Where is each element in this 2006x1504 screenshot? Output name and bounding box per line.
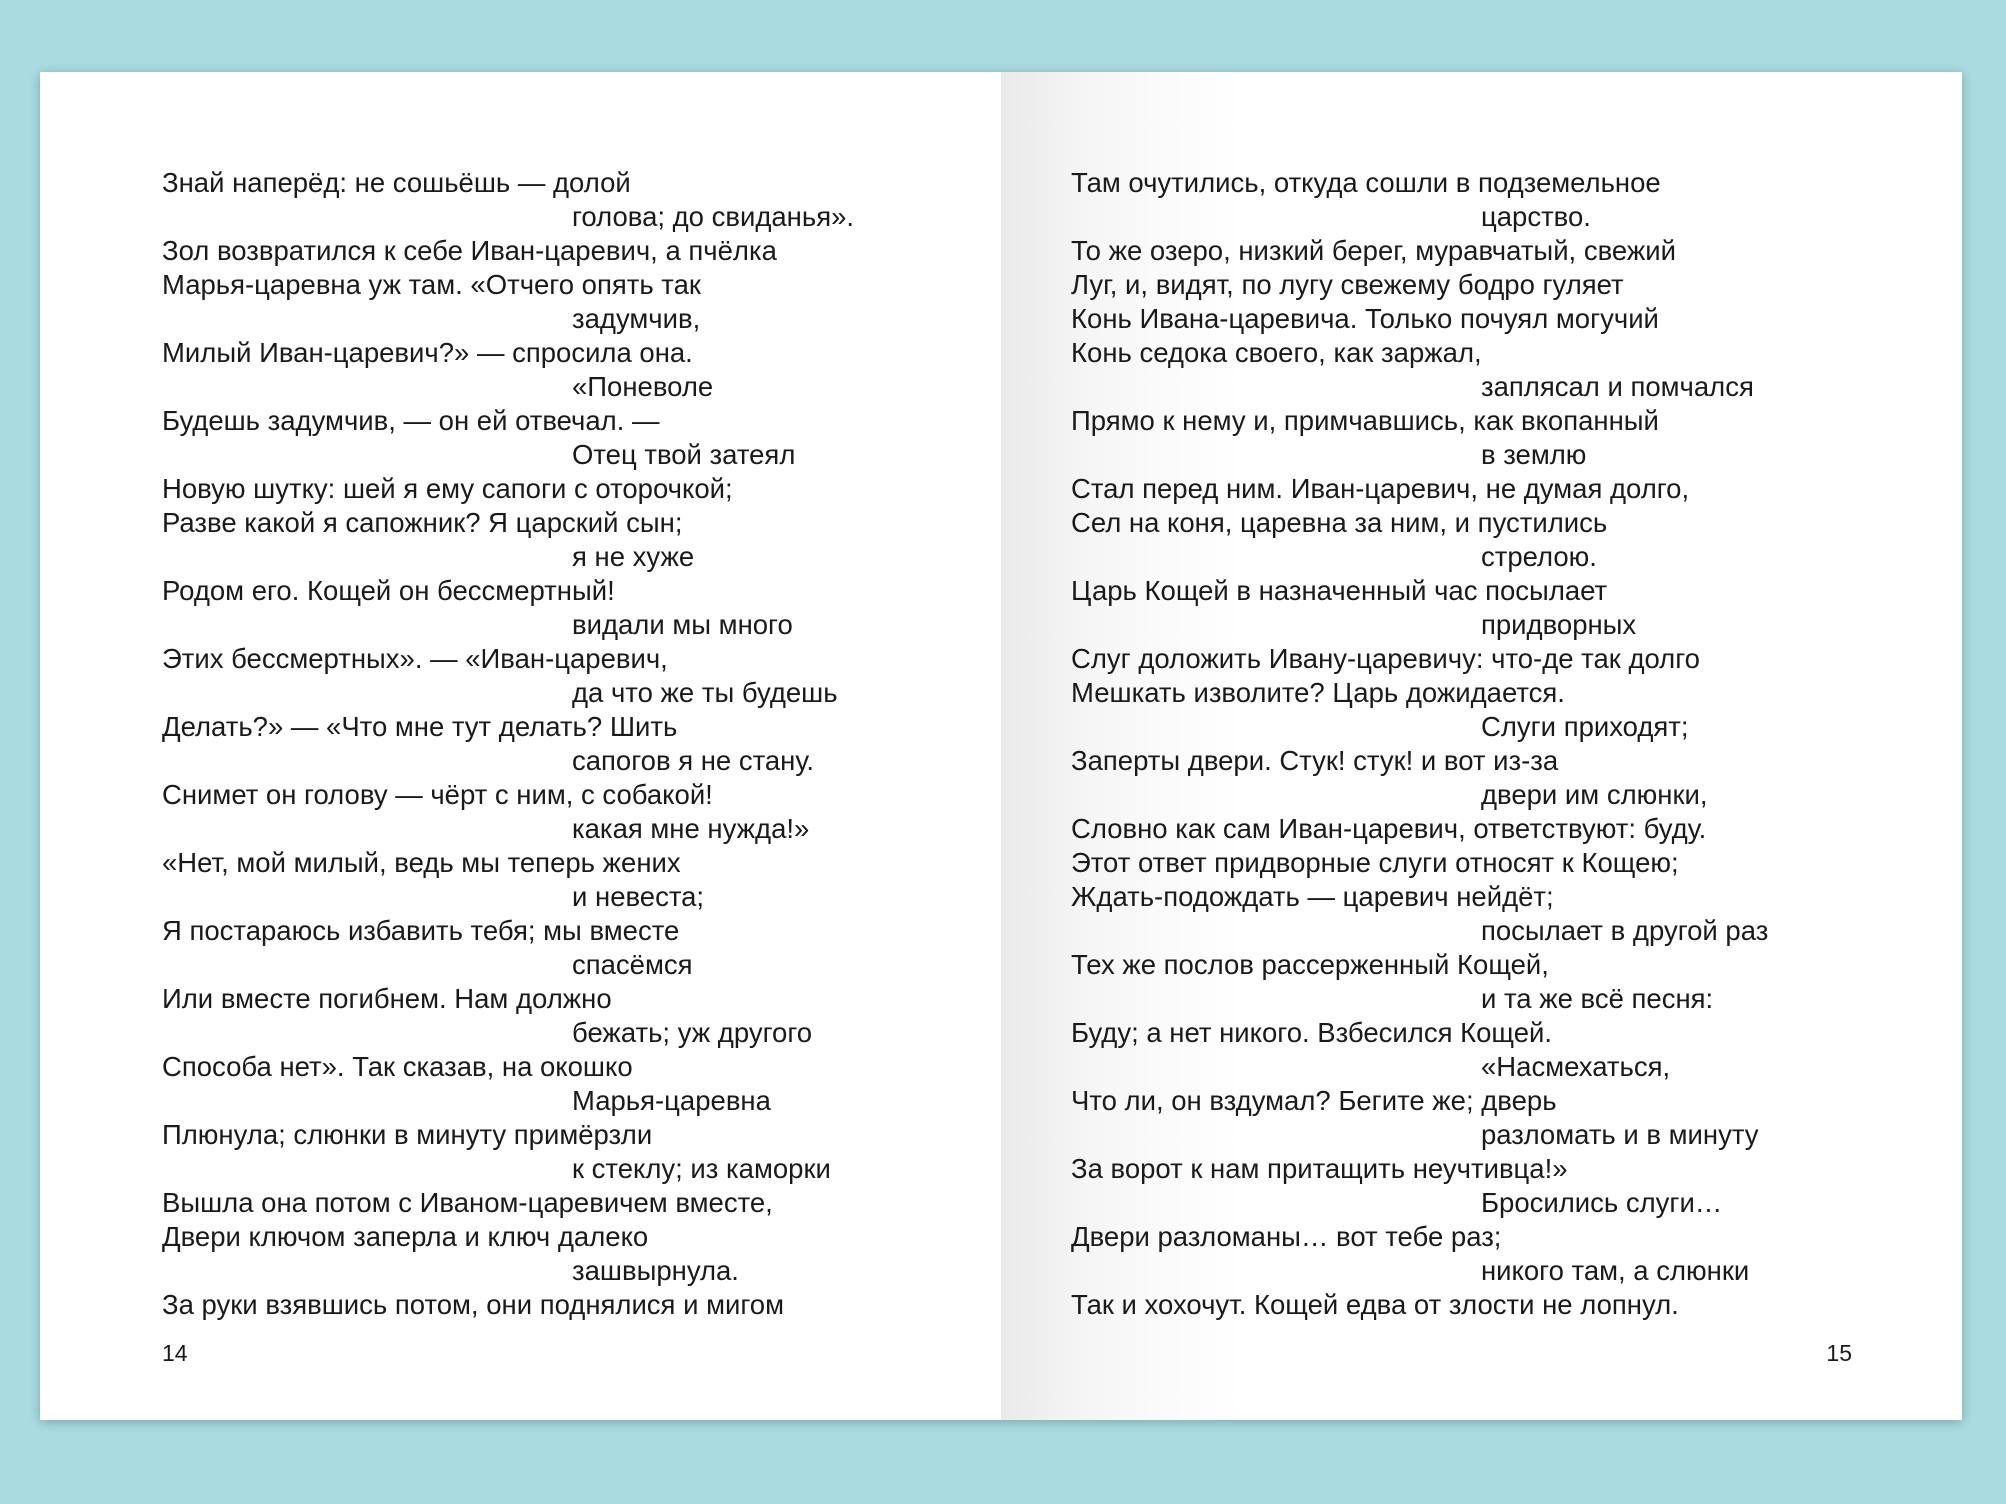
poem-line: Ждать-подождать — царевич нейдёт; [1071, 881, 1554, 912]
poem-line-continuation: Бросились слуги… [1481, 1187, 1723, 1218]
poem-line: Способа нет». Так сказав, на окошко [162, 1051, 633, 1082]
poem-line-continuation: разломать и в минуту [1481, 1119, 1759, 1150]
poem-line: Конь Ивана-царевича. Только почуял могучий [1071, 303, 1659, 334]
poem-line: Знай наперёд: не сошьёшь — долой [162, 167, 631, 198]
poem-line-continuation: голова; до свиданья». [572, 201, 855, 232]
poem-line: Зол возвратился к себе Иван-царевич, а пчёлка [162, 235, 777, 266]
poem-line-continuation: придворных [1481, 609, 1637, 640]
poem-line: За руки взявшись потом, они поднялися и мигом [162, 1289, 784, 1320]
poem-line-continuation: «Поневоле [572, 371, 714, 402]
poem-line: Там очутились, откуда сошли в подземельное [1071, 167, 1661, 198]
poem-line: Милый Иван-царевич?» — спросила она. [162, 337, 693, 368]
poem-line-continuation: спасёмся [572, 949, 693, 980]
poem-line-continuation: Марья-царевна [572, 1085, 771, 1116]
poem-line: Разве какой я сапожник? Я царский сын; [162, 507, 683, 538]
poem-line: Царь Кощей в назначенный час посылает [1071, 575, 1608, 606]
poem-line-continuation: и невеста; [572, 881, 705, 912]
left-page-number: 14 [162, 1340, 188, 1366]
poem-line-continuation: Отец твой затеял [572, 439, 796, 470]
poem-line-continuation: бежать; уж другого [572, 1017, 813, 1048]
poem-line-continuation: да что же ты будешь [572, 677, 838, 708]
poem-line: Конь седока своего, как заржал, [1071, 337, 1482, 368]
poem-line-continuation: видали мы много [572, 609, 793, 640]
poem-line-continuation: Слуги приходят; [1481, 711, 1689, 742]
poem-line: Плюнула; слюнки в минуту примёрзли [162, 1119, 653, 1150]
poem-line: Родом его. Кощей он бессмертный! [162, 575, 615, 606]
left-page [40, 72, 1001, 1420]
poem-line-continuation: сапогов я не стану. [572, 745, 815, 776]
poem-line: За ворот к нам притащить неучтивца!» [1071, 1153, 1568, 1184]
poem-line: Буду; а нет никого. Взбесился Кощей. [1071, 1017, 1553, 1048]
poem-line-continuation: в землю [1481, 439, 1587, 470]
poem-line: «Нет, мой милый, ведь мы теперь жених [162, 847, 681, 878]
poem-line: Стал перед ним. Иван-царевич, не думая долго, [1071, 473, 1690, 504]
poem-line-continuation: заплясал и помчался [1481, 371, 1754, 402]
poem-line: Снимет он голову — чёрт с ним, с собакой! [162, 779, 713, 810]
poem-line-continuation: какая мне нужда!» [572, 813, 810, 844]
poem-line-continuation: двери им слюнки, [1481, 779, 1708, 810]
right-page [1001, 72, 1962, 1420]
poem-line: Сел на коня, царевна за ним, и пустились [1071, 507, 1608, 538]
poem-line: Я постараюсь избавить тебя; мы вместе [162, 915, 680, 946]
poem-line: Слуг доложить Ивану-царевичу: что-де так долго [1071, 643, 1700, 674]
poem-line-continuation: никого там, а слюнки [1481, 1255, 1750, 1286]
poem-line-continuation: задумчив, [572, 303, 701, 334]
right-page-number: 15 [1826, 1340, 1852, 1366]
book-spread [40, 72, 1962, 1420]
left-page-text [162, 166, 922, 1322]
right-page-text [1071, 166, 1831, 1322]
poem-line-continuation: я не хуже [572, 541, 695, 572]
poem-line: Или вместе погибнем. Нам должно [162, 983, 612, 1014]
poem-line-continuation: царство. [1481, 201, 1591, 232]
poem-line: Прямо к нему и, примчавшись, как вкопанный [1071, 405, 1659, 436]
poem-line: Заперты двери. Стук! стук! и вот из-за [1071, 745, 1559, 776]
poem-line: Марья-царевна уж там. «Отчего опять так [162, 269, 701, 300]
poem-line: Так и хохочут. Кощей едва от злости не лопнул. [1071, 1289, 1679, 1320]
poem-line: Луг, и, видят, по лугу свежему бодро гуляет [1071, 269, 1624, 300]
poem-line: Двери ключом заперла и ключ далеко [162, 1221, 649, 1252]
poem-line: Вышла она потом с Иваном-царевичем вместе, [162, 1187, 773, 1218]
poem-line-continuation: зашвырнула. [572, 1255, 739, 1286]
poem-line-continuation: посылает в другой раз [1481, 915, 1769, 946]
poem-line: Словно как сам Иван-царевич, ответствуют: буду. [1071, 813, 1707, 844]
poem-line: Новую шутку: шей я ему сапоги с оторочкой; [162, 473, 733, 504]
poem-line: Этот ответ придворные слуги относят к Кощею; [1071, 847, 1679, 878]
poem-line-continuation: стрелою. [1481, 541, 1597, 572]
poem-line: Тех же послов рассерженный Кощей, [1071, 949, 1549, 980]
poem-line: Будешь задумчив, — он ей отвечал. — [162, 405, 660, 436]
poem-line: Этих бессмертных». — «Иван-царевич, [162, 643, 668, 674]
poem-line-continuation: к стеклу; из каморки [572, 1153, 831, 1184]
poem-line: Мешкать изволите? Царь дожидается. [1071, 677, 1565, 708]
poem-line-continuation: «Насмехаться, [1481, 1051, 1671, 1082]
poem-line-continuation: и та же всё песня: [1481, 983, 1714, 1014]
poem-line: Делать?» — «Что мне тут делать? Шить [162, 711, 678, 742]
poem-line: То же озеро, низкий берег, муравчатый, свежий [1071, 235, 1676, 266]
poem-line: Двери разломаны… вот тебе раз; [1071, 1221, 1502, 1252]
poem-line: Что ли, он вздумал? Бегите же; дверь [1071, 1085, 1557, 1116]
